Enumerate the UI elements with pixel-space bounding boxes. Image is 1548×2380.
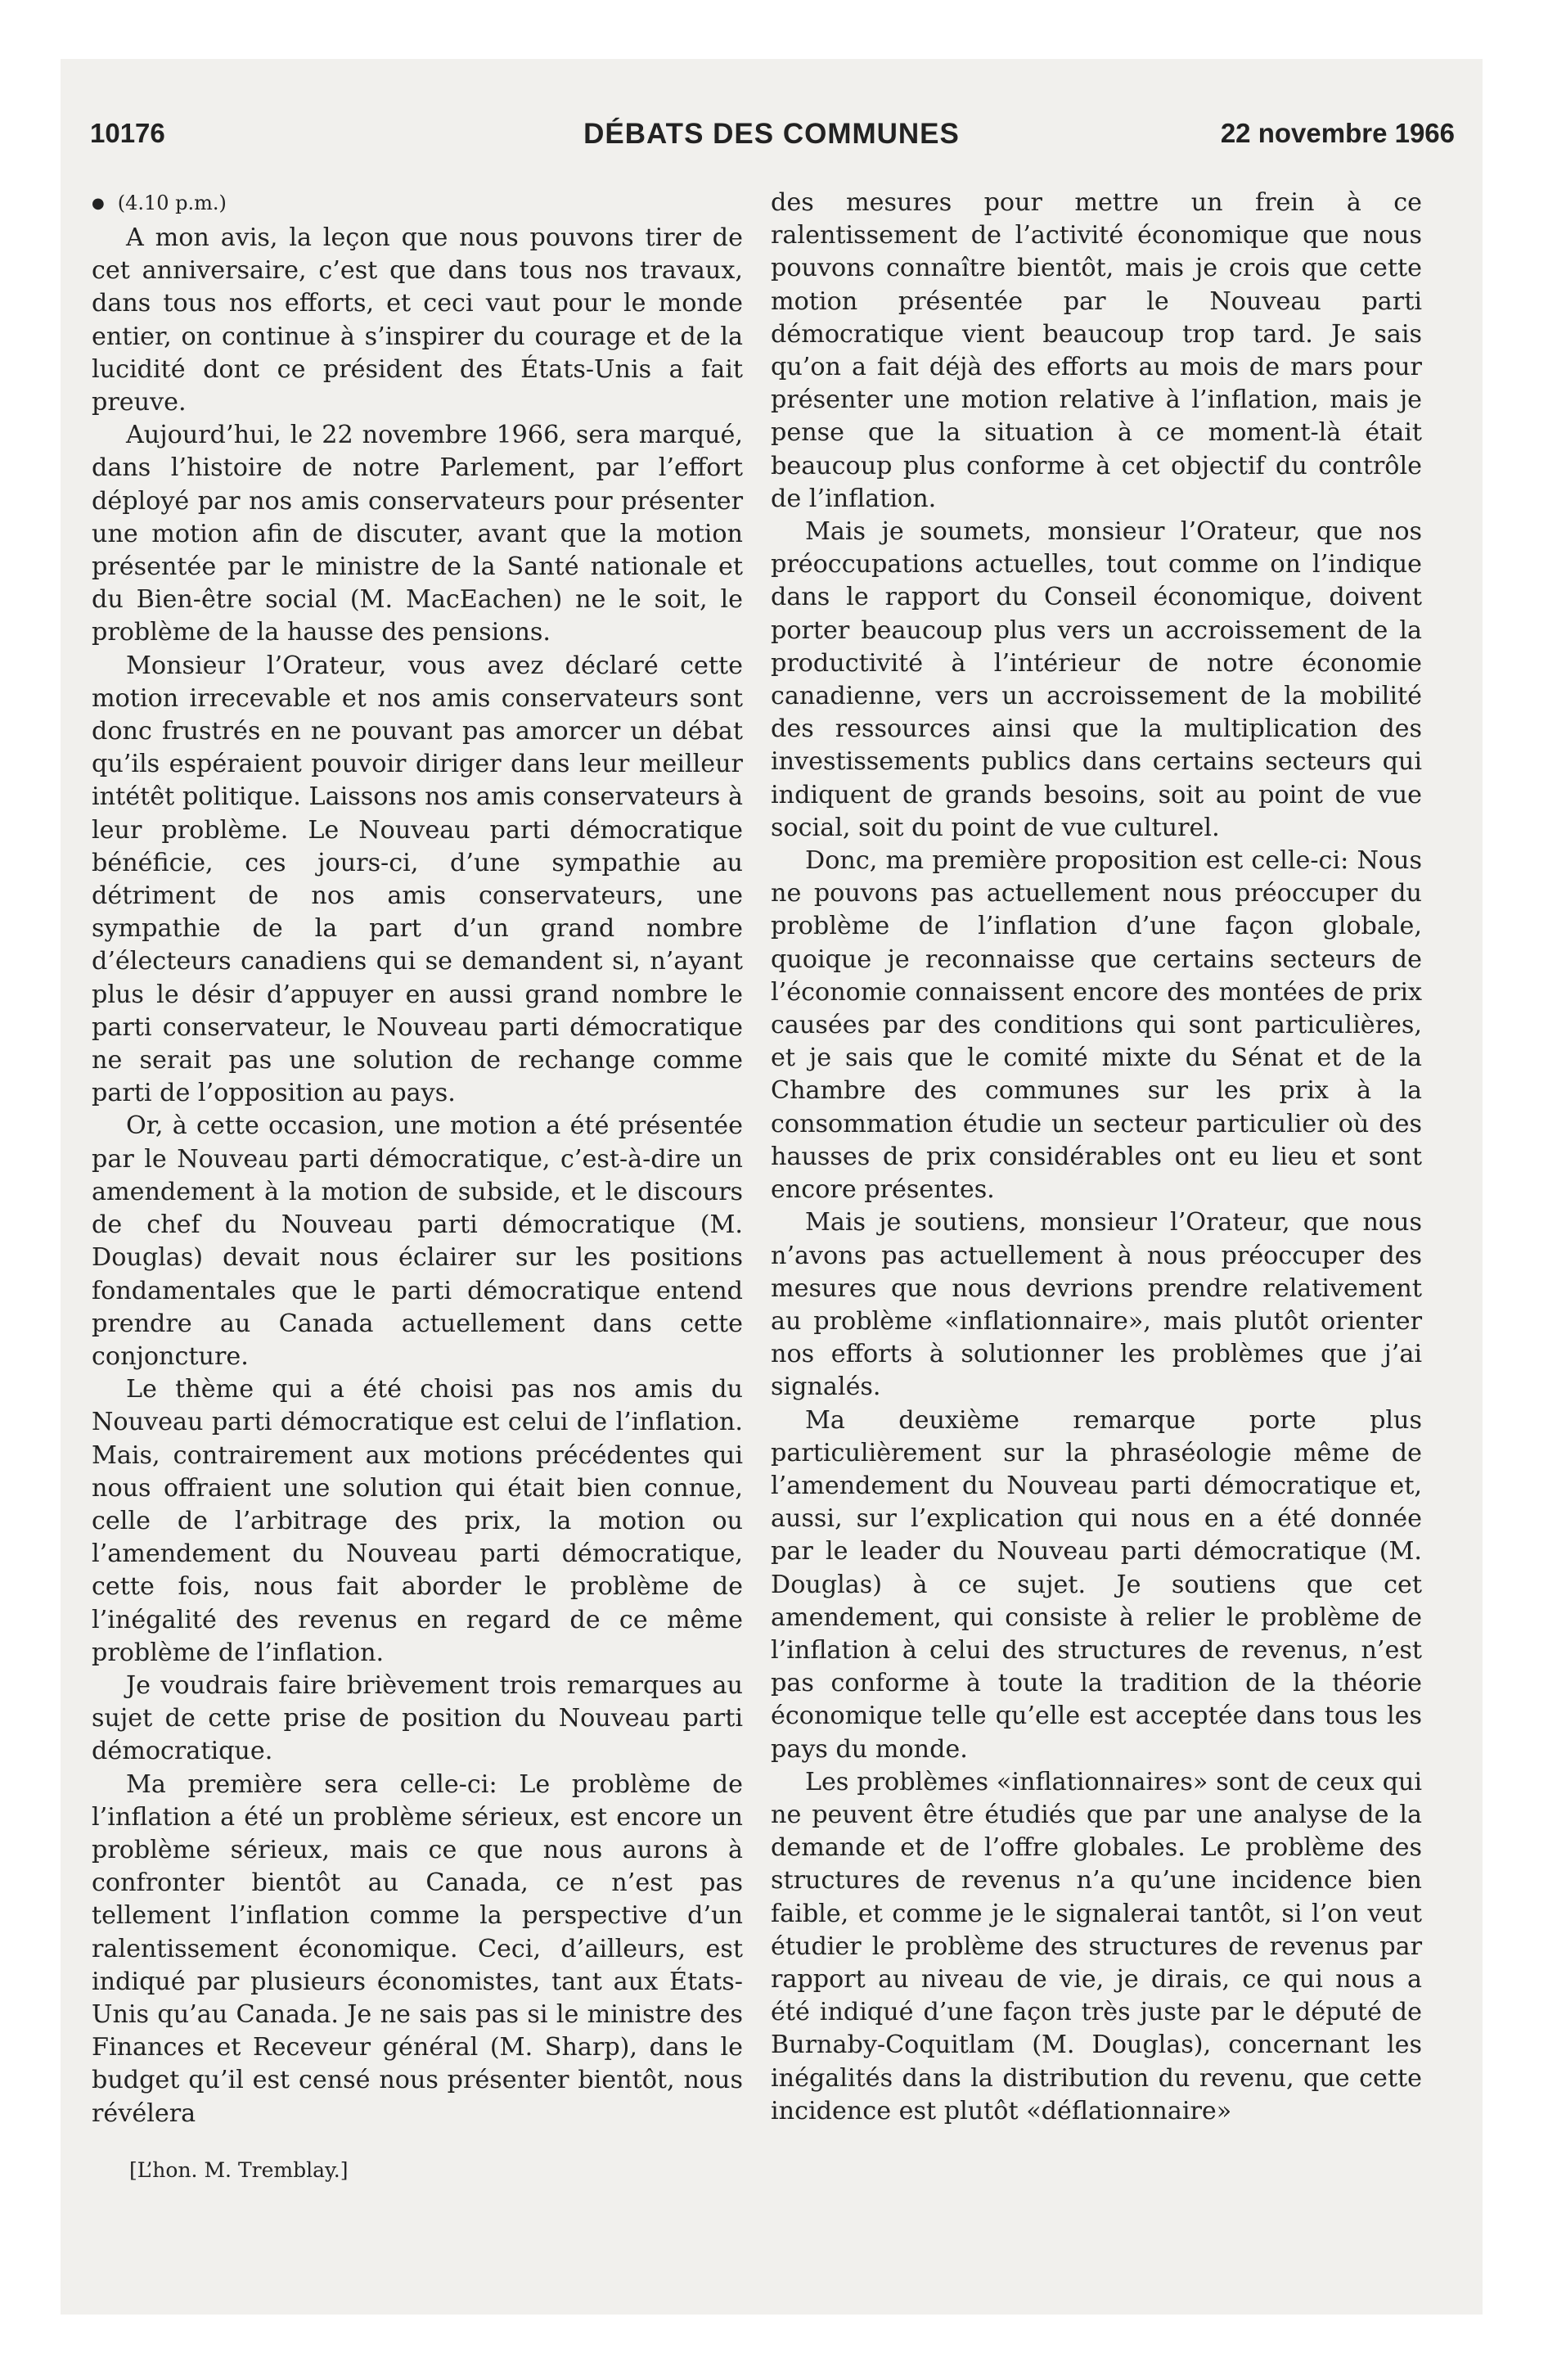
paragraph: Le thème qui a été choisi pas nos amis du Nouveau parti démocratique est celui de l’inflation. Mais, contrairement aux motions précédentes qui nous offraient une solution qui était bien connue, celle de l’arbitrage des prix, la motion ou l’amendement du Nouveau parti démocratique, cette fois, nous fait aborder le problème de l’inégalité des revenus en regard de ce même problème de l’inflation. bbox=[92, 1375, 743, 1667]
paragraph: Aujourd’hui, le 22 novembre 1966, sera marqué, dans l’histoire de notre Parlement, par l’effort déployé par nos amis conservateurs pour présenter une motion afin de discuter, avant que la motion présentée par le ministre de la Santé nationale et du Bien-être social (M. MacEachen) ne le soit, le problème de la hausse des pensions. bbox=[92, 421, 743, 647]
paragraph: Monsieur l’Orateur, vous avez déclaré cette motion irrecevable et nos amis conservateurs sont donc frustrés en ne pouvant pas amorcer un débat qu’ils espéraient pouvoir diriger dans leur meilleur intétêt politique. Laissons nos amis conservateurs à leur problème. Le Nouveau parti démocratique bénéficie, ces jours-ci, d’une sympathie au détriment de nos amis conservateurs, une sympathie de la part d’un grand nombre d’électeurs canadiens qui se demandent si, n’ayant plus le désir d’appuyer en aussi grand nombre le parti conservateur, le Nouveau parti démocratique ne serait pas une solution de rechange comme parti de l’opposition au pays. bbox=[92, 651, 743, 1108]
page-number: 10176 bbox=[90, 118, 165, 148]
speaker-note: [L’hon. M. Tremblay.] bbox=[129, 2157, 349, 2182]
header-date: 22 novembre 1966 bbox=[1220, 118, 1455, 148]
left-column bbox=[92, 187, 743, 2183]
paragraph: des mesures pour mettre un frein à ce ralentissement de l’activité économique que nous pouvons connaître bientôt, mais je crois que cette motion présentée par le Nouveau parti démocratique vient beaucoup trop tard. Je sais qu’on a fait déjà des efforts au mois de mars pour présenter une motion relative à l’inflation, mais je pense que la situation à ce moment-là était beaucoup plus conforme à cet objectif du contrôle de l’inflation. bbox=[771, 188, 1422, 513]
page-sheet bbox=[61, 59, 1483, 2315]
paragraph: Or, à cette occasion, une motion a été présentée par le Nouveau parti démocratique, c’est-à-dire un amendement à la motion de subside, et le discours de chef du Nouveau parti démocratique (M. Douglas) devait nous éclairer sur les positions fondamentales que le parti démocratique entend prendre au Canada actuellement dans cette conjoncture. bbox=[92, 1111, 743, 1371]
paragraph: Mais je soutiens, monsieur l’Orateur, que nous n’avons pas actuellement à nous préoccuper des mesures que nous devrions prendre relativement au problème «inflationnaire», mais plutôt orienter nos efforts à solutionner les problèmes que j’ai signalés. bbox=[771, 1208, 1422, 1402]
time-stamp bbox=[92, 187, 743, 220]
paragraph: A mon avis, la leçon que nous pouvons tirer de cet anniversaire, c’est que dans tous nos travaux, dans tous nos efforts, et ceci vaut pour le monde entier, on continue à s’inspirer du courage et de la lucidité dont ce président des États-Unis a fait preuve. bbox=[92, 223, 743, 417]
paragraph: Mais je soumets, monsieur l’Orateur, que nos préoccupations actuelles, tout comme on l’indique dans le rapport du Conseil économique, doivent porter beaucoup plus vers un accroissement de la productivité à l’intérieur de notre économie canadienne, vers un accroissement de la mobilité des ressources ainsi que la multiplication des investissements publics dans certains secteurs qui indiquent de grands besoins, soit au point de vue social, soit du point de vue culturel. bbox=[771, 517, 1422, 842]
paragraph: Ma deuxième remarque porte plus particulièrement sur la phraséologie même de l’amendement du Nouveau parti démocratique et, aussi, sur l’explication qui nous en a été donnée par le leader du Nouveau parti démocratique (M. Douglas) à ce sujet. Je soutiens que cet amendement, qui consiste à relier le problème de l’inflation à celui des structures de revenus, n’est pas conforme à toute la tradition de la théorie économique telle qu’elle est acceptée dans tous les pays du monde. bbox=[771, 1405, 1422, 1764]
time-stamp-text: (4.10 p.m.) bbox=[117, 192, 227, 214]
paragraph: Donc, ma première proposition est celle-ci: Nous ne pouvons pas actuellement nous préoccuper du problème de l’inflation d’une façon globale, quoique je reconnaisse que certains secteurs de l’économie connaissent encore des montées de prix causées par des conditions qui sont particulières, et je sais que le comité mixte du Sénat et de la Chambre des communes sur les prix à la consommation étudie un secteur particulier où des hausses de prix considérables ont eu lieu et sont encore présentes. bbox=[771, 846, 1422, 1205]
right-column bbox=[771, 187, 1422, 2128]
paragraph: Les problèmes «inflationnaires» sont de ceux qui ne peuvent être étudiés que par une analyse de la demande et de l’offre globales. Le problème des structures de revenus n’a qu’une incidence bien faible, et comme je le signalerai tantôt, si l’on veut étudier le problème des structures de revenus par rapport au niveau de vie, je dirais, ce qui nous a été indiqué d’une façon très juste par le député de Burnaby-Coquitlam (M. Douglas), concernant les inégalités dans la distribution du revenu, que cette incidence est plutôt «déflationnaire» bbox=[771, 1767, 1422, 2125]
page-header bbox=[61, 118, 1483, 167]
paragraph: Je voudrais faire brièvement trois remarques au sujet de cette prise de position du Nouveau parti démocratique. bbox=[92, 1670, 743, 1766]
paragraph: Ma première sera celle-ci: Le problème de l’inflation a été un problème sérieux, est encore un problème sérieux, mais ce que nous aurons à confronter bientôt au Canada, ce n’est pas tellement l’inflation comme la perspective d’un ralentissement économique. Ceci, d’ailleurs, est indiqué par plusieurs économistes, tant aux États-Unis qu’au Canada. Je ne sais pas si le ministre des Finances et Receveur général (M. Sharp), dans le budget qu’il est censé nous présenter bientôt, nous révélera bbox=[92, 1769, 743, 2128]
bullet-icon: ● bbox=[92, 195, 105, 212]
journal-title: DÉBATS DES COMMUNES bbox=[583, 118, 960, 150]
